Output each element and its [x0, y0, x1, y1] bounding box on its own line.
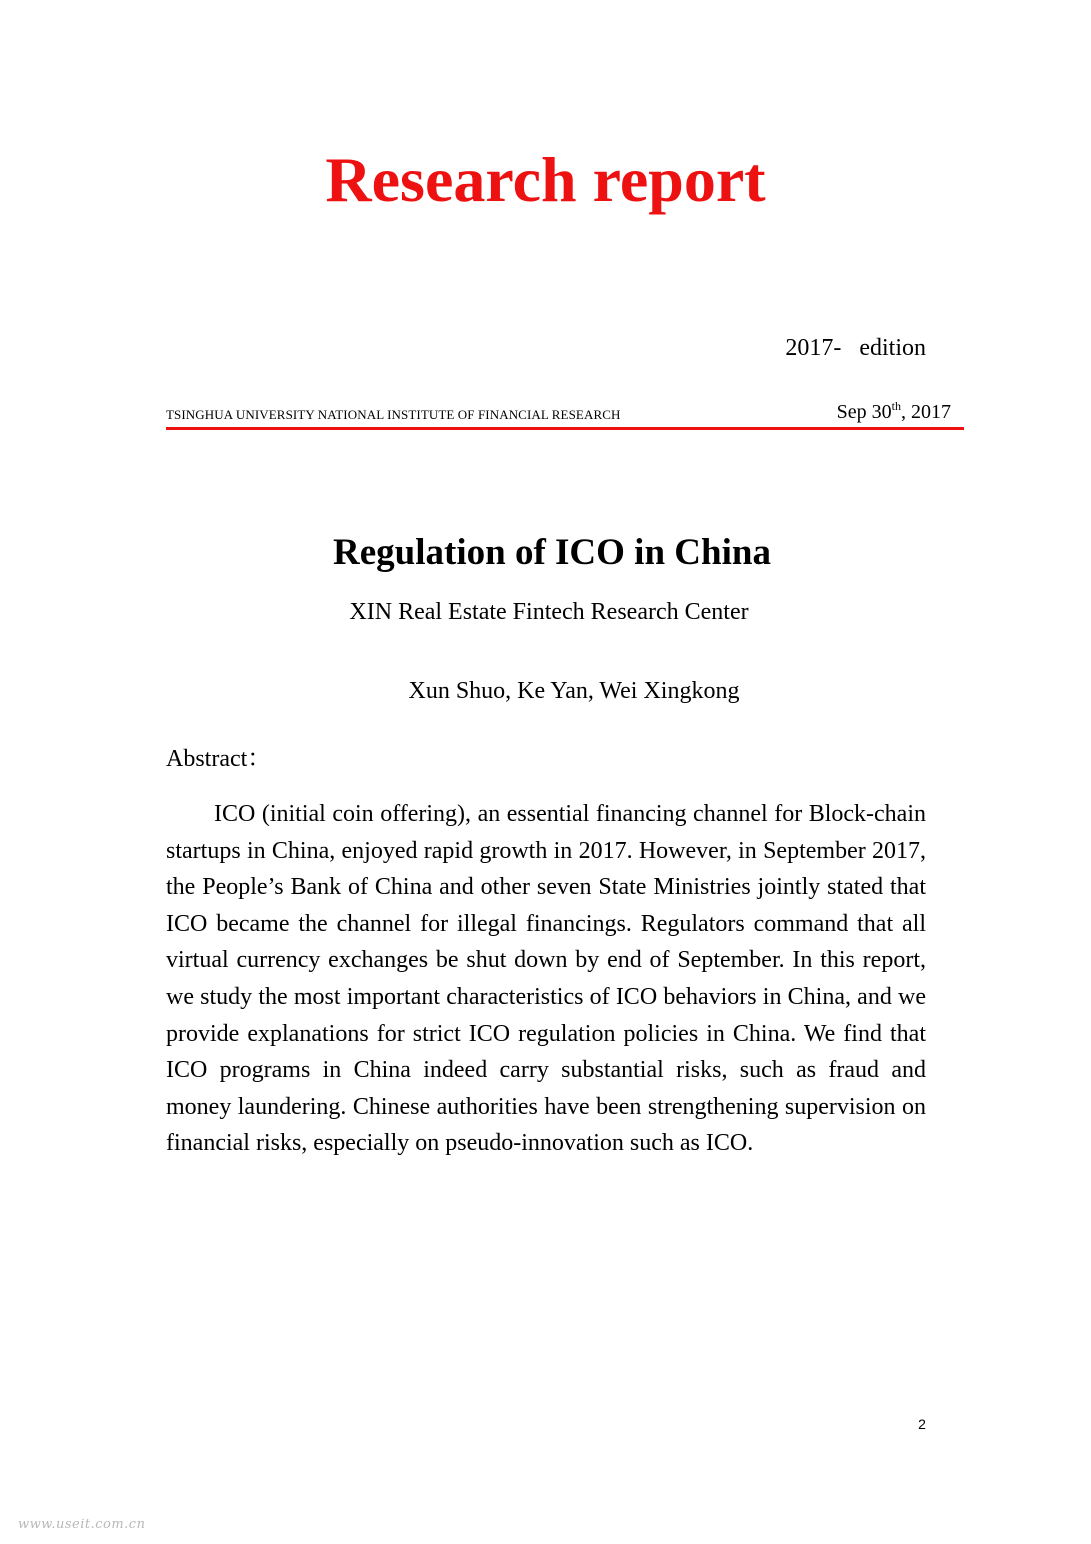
date-ordinal: th	[891, 399, 901, 413]
date-day: Sep 30	[836, 401, 892, 423]
authors: Xun Shuo, Ke Yan, Wei Xingkong	[408, 678, 740, 704]
edition-label: 2017- edition	[785, 335, 926, 361]
research-center: XIN Real Estate Fintech Research Center	[349, 599, 749, 625]
abstract-body: ICO (initial coin offering), an essential financing channel for Block-chain startups in China, enjoyed rapid growth in 2017. However, in September 2017, the People’s Bank of China and other seven State Ministries jointly stated that ICO became the channel for illegal financings. Regulators command that all virtual currency exchanges be shut down by end of September. In this report, we study the most important characteristics of ICO behaviors in China, and we provide explanations for strict ICO regulation policies in China. We find that ICO programs in China indeed carry substantial risks, such as fraud and money laundering. Chinese authorities have been strengthening supervision on financial risks, especially on pseudo-innovation such as ICO.	[166, 801, 926, 1157]
watermark: www.useit.com.cn	[18, 1517, 146, 1532]
header-divider	[166, 427, 964, 430]
document-title: Regulation of ICO in China	[333, 532, 771, 573]
date-year: , 2017	[901, 401, 951, 423]
abstract-label: Abstract：	[166, 746, 272, 772]
report-date	[700, 398, 951, 428]
institute-name: TSINGHUA UNIVERSITY NATIONAL INSTITUTE OF FINANCIAL RESEARCH	[166, 407, 621, 422]
report-heading: Research report	[325, 144, 766, 215]
page-number: 2	[918, 1416, 926, 1432]
